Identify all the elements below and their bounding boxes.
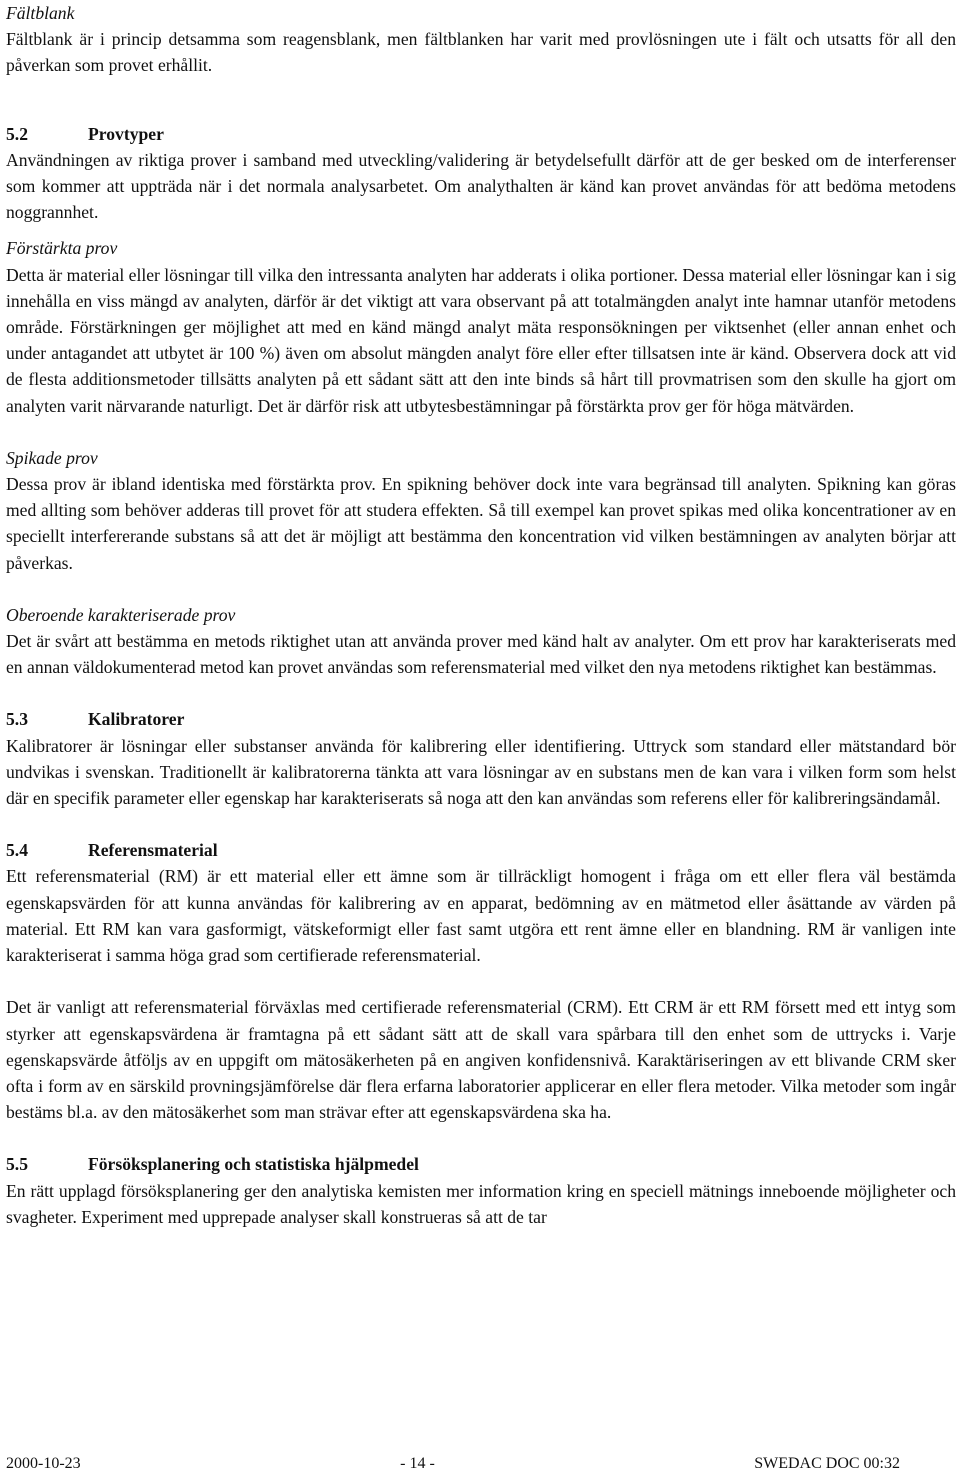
section-number: 5.4 [6,840,28,861]
section-5-2-heading [6,121,956,147]
section-number: 5.2 [6,123,28,144]
spikade-heading: Spikade prov [6,447,98,468]
section-number: 5.3 [6,709,28,730]
document-page [6,0,956,1230]
section-5-3-heading [6,706,956,732]
referensmaterial-paragraph-1: Ett referensmaterial (RM) är ett material eller ett ämne som är tillräckligt homogent i fråga om ett eller flera väl bestämda egenskapsvärden för att kunna användas för kalibrering av en apparat, bedömning av en mätmetod eller åsättande av värden på material. Ett RM kan vara gasformigt, vätskeformigt eller fast samt utgöra ett rent ämne eller en blandning. RM är vanligen inte karakteriserat i samma höga grad som certifierade referensmaterial. [6,866,956,966]
spikade-paragraph: Dessa prov är ibland identiska med förstärkta prov. En spikning behöver dock inte vara begränsad till analyten. Spikning kan göras med allting som behöver adderas till provet för att studera effekten. Så till exempel kan provet spikas med olika koncentrationer av en speciellt interfererande substans så att det är möjligt att bestämma den koncentration vid vilken bestämningen av analyten börjar att påverkas. [6,474,956,573]
forstarkta-heading: Förstärkta prov [6,238,118,259]
section-5-5-heading [6,1151,956,1177]
section-title: Provtyper [88,123,164,144]
referensmaterial-paragraph-2: Det är vanligt att referensmaterial förväxlas med certifierade referensmaterial (CRM). Ett CRM är ett RM försett med ett intyg som styrker att egenskapsvärdena är framtagna på ett sådant sätt att de skall vara spårbara till den enhet som de uttrycks i. Varje egenskapsvärde åtföljs av en uppgift om mätosäkerheten på en angiven konfidensnivå. Karaktäriseringen av ett blivande CRM sker ofta i form av en särskild provningsjämförelse där flera erfarna laboratorier applicerar en eller flera metoder. Vilka metoder som ingår bestäms bl.a. av den mätosäkerhet som man strävar efter att egenskapsvärdena ska ha. [6,997,956,1123]
section-5-4-heading [6,837,956,863]
faltblank-paragraph: Fältblank är i princip detsamma som reagensblank, men fältblanken har varit med provlösningen ute i fält och utsatts för all den påverkan som provet erhållit. [6,29,956,76]
kalibratorer-paragraph: Kalibratorer är lösningar eller substanser använda för kalibrering eller identifiering. Uttryck som standard eller mätstandard bör undvikas i svenskan. Traditionellt är kalibratorerna tänkta att vara lösningar av en substans men de kan vara i vilken form som helst där en specifik parameter eller egenskap har karakteriserats så noga att den kan användas som referens eller för kalibreringsändamål. [6,735,956,809]
section-title: Referensmaterial [88,840,218,861]
faltblank-heading: Fältblank [6,3,75,23]
section-title: Kalibratorer [88,709,185,730]
oberoende-heading: Oberoende karakteriserade prov [6,604,236,625]
oberoende-paragraph: Det är svårt att bestämma en metods riktighet utan att använda prover med känd halt av analyter. Om ett prov har karakteriserats med en annan väldokumenterad metod kan provet användas som referensmaterial med vilket den nya metodens riktighet kan bestämmas. [6,631,956,678]
footer-date: 2000-10-23 [6,1455,81,1472]
footer-doc-id: SWEDAC DOC 00:32 [754,1455,900,1472]
section-number: 5.5 [6,1154,28,1175]
forsoksplanering-paragraph: En rätt upplagd försöksplanering ger den analytiska kemisten mer information kring en speciell mätnings inneboende möjligheter och svagheter. Experiment med upprepade analyser skall konstrueras så att de tar [6,1180,956,1227]
forstarkta-paragraph: Detta är material eller lösningar till vilka den intressanta analyten har adderats i olika portioner. Dessa material eller lösningar kan i sig innehålla en viss mängd av analyten, därför är det viktigt att vara observant på att totalmängden analyt inte hamnar utanför metodens område. Förstärkningen ger möjlighet att med en känd mängd analyt mäta responsökningen per viktsenhet (eller annan enhet och under antagandet att utbytet är 100 %) även om absolut mängden analyt före eller efter tillsatsen inte är känd. Observera dock att vid de flesta additionsmetoder tillsätts analyten på ett sådant sätt att den inte binds så hårt till provmatrisen som den skulle ha gjort om analyten varit närvarande naturligt. Det är därför risk att utbytesbestämningar på förstärkta prov ger för höga mätvärden. [6,264,956,416]
section-title: Försöksplanering och statistiska hjälpmedel [88,1154,419,1175]
page-footer [6,1454,900,1474]
footer-page-number: - 14 - [400,1455,435,1472]
provtyper-paragraph: Användningen av riktiga prover i samband med utveckling/validering är betydelsefullt därför att de ger besked om de interferenser som kommer att uppträda när i det normala analysarbetet. Om analythalten är känd kan provet användas för att bedöma metodens noggrannhet. [6,149,956,223]
